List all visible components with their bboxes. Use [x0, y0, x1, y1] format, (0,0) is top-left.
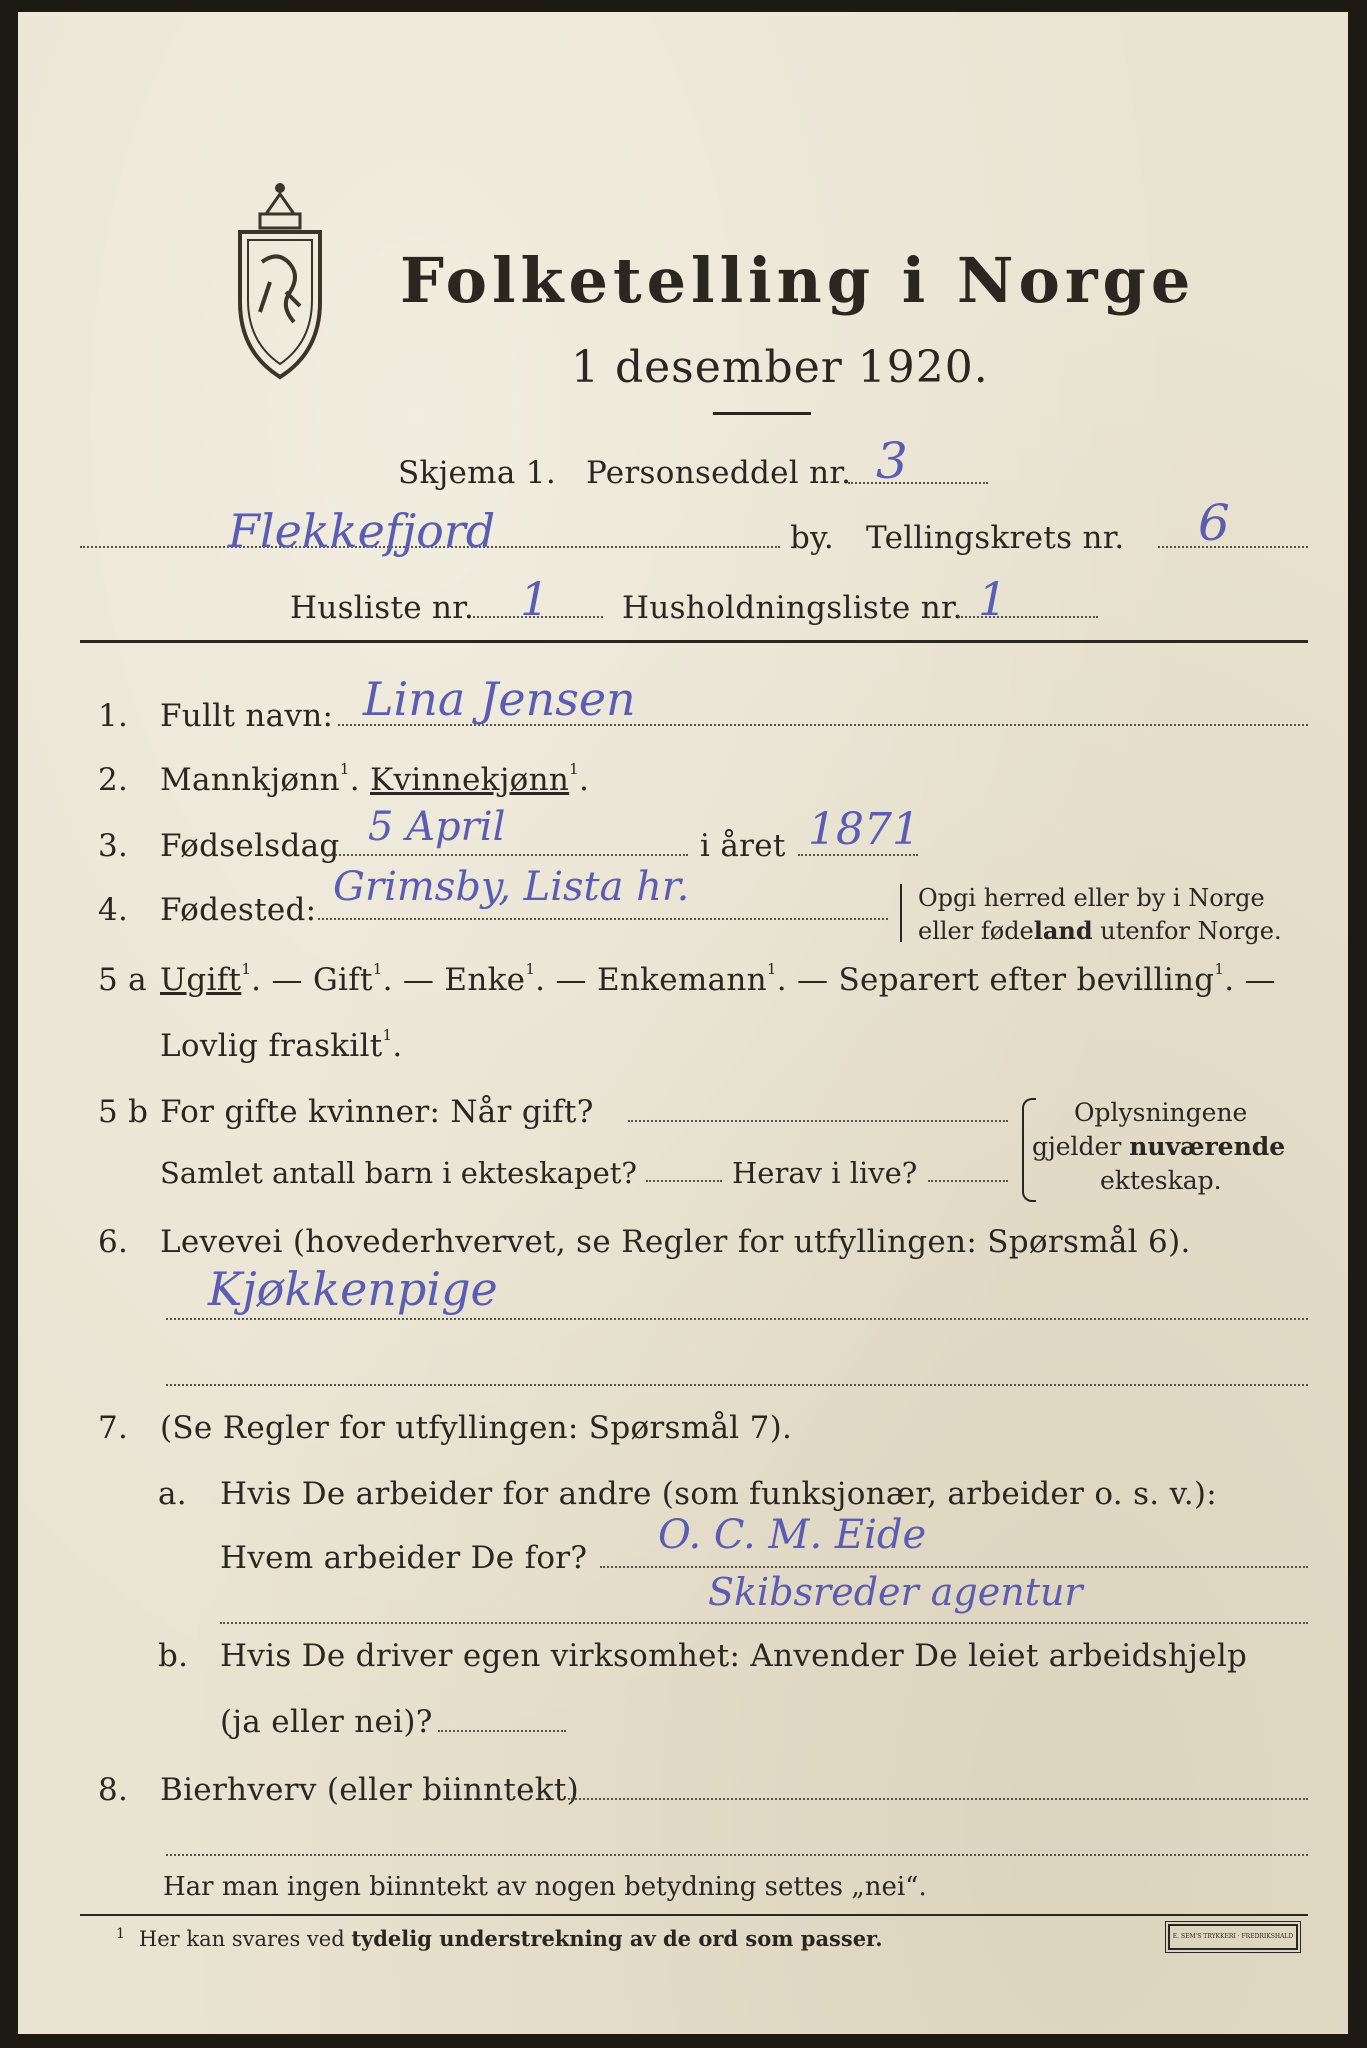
q1-label: Fullt navn:	[160, 698, 334, 734]
q4-note-line1: Opgi herred eller by i Norge	[918, 884, 1265, 912]
q7a-value-2: Skibsreder agentur	[708, 1570, 1083, 1614]
census-form	[18, 12, 1348, 2034]
q4-number: 4.	[98, 892, 129, 928]
q5b-field-2[interactable]	[646, 1180, 722, 1182]
footnote-divider	[80, 1914, 1308, 1916]
q7-number: 7.	[98, 1410, 129, 1446]
q8-label: Bierhverv (eller biinntekt)	[160, 1772, 580, 1808]
q3-day-value: 5 April	[368, 804, 506, 850]
skjema-label: Skjema 1.	[398, 455, 556, 491]
q7b-text: Hvis De driver egen virksomhet: Anvender De leiet arbeidshjelp	[220, 1638, 1248, 1674]
q4-note-bracket	[900, 884, 908, 942]
q7-label: (Se Regler for utfyllingen: Spørsmål 7).	[160, 1410, 793, 1446]
husliste-value: 1	[520, 572, 550, 626]
q7b-letter: b.	[158, 1638, 189, 1674]
q3-year-label: i året	[700, 828, 786, 864]
husliste-label: Husliste nr.	[290, 590, 475, 626]
q8-number: 8.	[98, 1772, 129, 1808]
q4-field[interactable]	[318, 918, 888, 920]
q2-kvinnekjonn[interactable]: Kvinnekjønn	[370, 762, 570, 798]
q5a-gift[interactable]: Gift	[312, 962, 373, 998]
q6-field-2[interactable]	[166, 1384, 1308, 1386]
q6-number: 6.	[98, 1224, 129, 1260]
q5b-label-1: For gifte kvinner: Når gift?	[160, 1094, 594, 1130]
q3-number: 3.	[98, 828, 129, 864]
q3-label: Fødselsdag	[160, 828, 340, 864]
q7b-field[interactable]	[438, 1730, 566, 1732]
q5b-field-3[interactable]	[928, 1180, 1008, 1182]
personseddel-label: Personseddel nr.	[586, 455, 852, 491]
q5b-note-1: Oplysningene	[1074, 1098, 1248, 1127]
personseddel-value: 3	[876, 432, 908, 490]
q2-number: 2.	[98, 762, 129, 798]
biinntekt-note: Har man ingen biinntekt av nogen betydning settes „nei“.	[163, 1872, 927, 1902]
q5a-options: Ugift$^1$. — Gift$^1$. — Enke$^1$. — Enkemann$^1$. — Separert efter bevilling$^1$. —	[160, 960, 1276, 998]
q3-year-value: 1871	[808, 804, 920, 855]
q8-field-2[interactable]	[166, 1854, 1308, 1856]
printer-stamp: E. SEM'S TRYKKERI · FREDRIKSHALD	[1168, 1924, 1298, 1950]
husholdning-label: Husholdningsliste nr.	[622, 590, 963, 626]
q7a-field-2[interactable]	[220, 1622, 1308, 1624]
personseddel-field[interactable]	[848, 482, 988, 484]
q2-options: Mannkjønn$^1$. Kvinnekjønn$^1$.	[160, 760, 590, 798]
q7a-question: Hvem arbeider De for?	[220, 1540, 588, 1576]
footnote: $^1$ Her kan svares ved tydelig understrekning av de ord som passer.	[116, 1926, 883, 1951]
q5b-number: 5 b	[98, 1094, 149, 1130]
q1-number: 1.	[98, 698, 129, 734]
tellingskrets-label: Tellingskrets nr.	[866, 520, 1125, 556]
q7a-text: Hvis De arbeider for andre (som funksjonær, arbeider o. s. v.):	[220, 1476, 1218, 1512]
header-divider	[80, 640, 1308, 643]
q5a-fraskilt[interactable]: Lovlig fraskilt	[160, 1028, 383, 1064]
q7a-value-1: O. C. M. Eide	[658, 1512, 927, 1558]
q5a-number: 5 a	[98, 962, 147, 998]
q4-label: Fødested:	[160, 892, 317, 928]
q7b-question: (ja eller nei)?	[220, 1704, 433, 1740]
q7a-field-1[interactable]	[600, 1566, 1308, 1568]
q5a-line2: Lovlig fraskilt$^1$.	[160, 1026, 403, 1064]
tellingskrets-value: 6	[1198, 494, 1230, 552]
q5b-label-2: Samlet antall barn i ekteskapet?	[160, 1156, 637, 1190]
q6-label: Levevei (hovederhvervet, se Regler for utfyllingen: Spørsmål 6).	[160, 1224, 1191, 1260]
q6-field-1[interactable]	[166, 1318, 1308, 1320]
q1-value: Lina Jensen	[363, 672, 636, 726]
tellingskrets-field[interactable]	[1158, 546, 1308, 548]
q4-note-line2: eller fødeland utenfor Norge.	[918, 916, 1282, 945]
q5b-note-2: gjelder nuværende	[1032, 1132, 1286, 1161]
q5a-separert[interactable]: Separert efter bevilling	[838, 962, 1215, 998]
q5a-ugift[interactable]: Ugift	[160, 962, 242, 998]
q2-mannkjonn[interactable]: Mannkjønn	[160, 762, 340, 798]
q5b-label-3: Herav i live?	[732, 1156, 918, 1190]
q5a-enkemann[interactable]: Enkemann	[596, 962, 767, 998]
coat-of-arms-icon	[230, 172, 330, 382]
q6-value: Kjøkkenpige	[208, 1262, 498, 1316]
q4-value: Grimsby, Lista hr.	[333, 864, 690, 910]
q5a-enke[interactable]: Enke	[444, 962, 526, 998]
title-divider	[713, 412, 811, 415]
form-date: 1 desember 1920.	[571, 342, 989, 393]
q8-field-1[interactable]	[568, 1798, 1308, 1800]
by-label: by.	[790, 520, 834, 556]
q5b-field-1[interactable]	[628, 1120, 1008, 1122]
q5b-note-3: ekteskap.	[1100, 1166, 1222, 1195]
by-value: Flekkefjord	[228, 504, 496, 558]
form-title: Folketelling i Norge	[400, 244, 1196, 317]
husholdning-value: 1	[978, 572, 1008, 626]
q7a-letter: a.	[158, 1476, 187, 1512]
q3-day-field[interactable]	[328, 854, 688, 856]
